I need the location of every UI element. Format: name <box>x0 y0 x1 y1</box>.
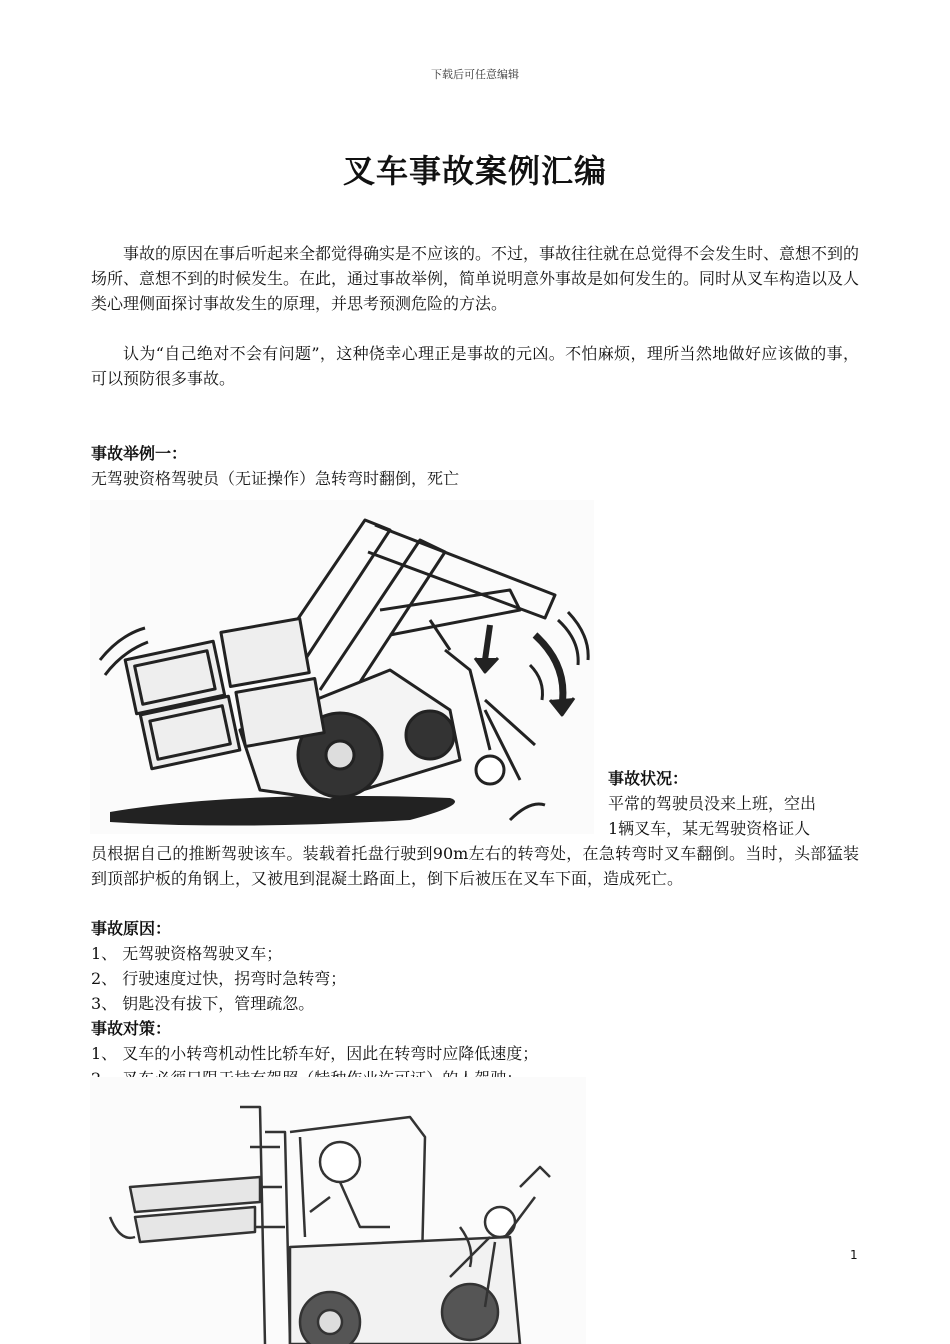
measure-item: 1、 叉车的小转弯机动性比轿车好，因此在转弯时应降低速度； <box>91 1044 539 1063</box>
situation-continuation: 员根据自己的推断驾驶该车。装载着托盘行驶到90m左右的转弯处，在急转弯时叉车翻倒。当时，头部猛装到顶部护板的角钢上，又被甩到混凝土路面上，倒下后被压在叉车下面，造成死亡。 <box>91 844 859 888</box>
header-note: 下载后可任意编辑 <box>431 68 519 81</box>
measures-heading: 事故对策： <box>91 1019 172 1038</box>
intro-paragraph-2: 认为“自己绝对不会有问题”，这种侥幸心理正是事故的元凶。不怕麻烦，理所当然地做好应该做的事，可以预防很多事故。 <box>91 344 859 388</box>
page-number: 1 <box>850 1248 858 1262</box>
situation-line-1: 平常的驾驶员没来上班，空出 <box>608 794 817 813</box>
causes-heading: 事故原因： <box>91 919 172 938</box>
case1-subtitle: 无驾驶资格驾驶员（无证操作）急转弯时翻倒，死亡 <box>91 469 460 488</box>
situation-line-2: 1辆叉车，某无驾驶资格证人 <box>608 819 811 838</box>
situation-heading: 事故状况： <box>608 769 689 788</box>
page-title: 叉车事故案例汇编 <box>342 152 607 190</box>
cause-item: 1、 无驾驶资格驾驶叉车； <box>91 944 283 963</box>
forklift-driver-illustration <box>90 1077 586 1344</box>
case1-heading: 事故举例一： <box>91 444 188 463</box>
intro-paragraph-1: 事故的原因在事后听起来全都觉得确实是不应该的。不过，事故往往就在总觉得不会发生时、意想不到的场所、意想不到的时候发生。在此，通过事故举例，简单说明意外事故是如何发生的。同时从叉车构造以及人类心理侧面探讨事故发生的原理，并思考预测危险的方法。 <box>91 244 860 313</box>
forklift-tipover-illustration <box>90 500 594 834</box>
cause-item: 3、 钥匙没有拔下，管理疏忽。 <box>91 994 315 1013</box>
cause-item: 2、 行驶速度过快，拐弯时急转弯； <box>91 969 347 988</box>
